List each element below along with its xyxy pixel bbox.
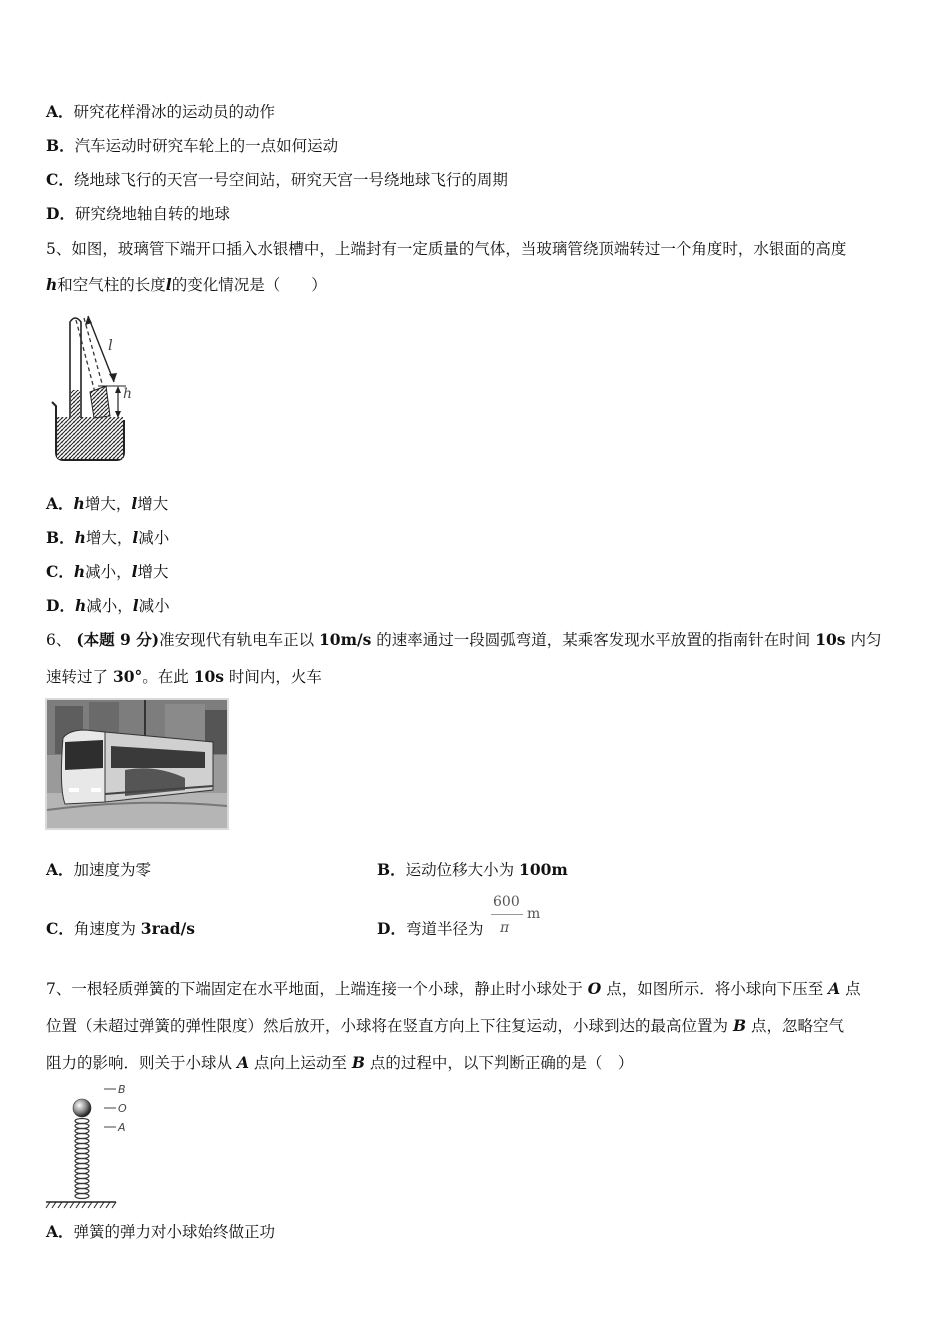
option-value: 100m (519, 860, 568, 879)
option-value: 3rad/s (140, 919, 196, 938)
option-letter: B． (377, 860, 406, 879)
stem-text: 7、一根轻质弹簧的下端固定在水平地面，上端连接一个小球，静止时小球处于 (46, 980, 588, 998)
option-text: 绕地球飞行的天宫一号空间站，研究天宫一号绕地球飞行的周期 (73, 171, 508, 189)
ball (73, 1099, 91, 1117)
var-h: h (74, 596, 87, 615)
stem-text: 点的过程中，以下判断正确的是（ ） (364, 1054, 634, 1072)
q7-stem-line1 (46, 979, 861, 999)
label-b: B (118, 1083, 126, 1096)
option-text: 弯道半径为 (405, 920, 484, 938)
option-text: 减小 (138, 597, 170, 615)
var-l: l (165, 275, 172, 294)
angle-value: 30° (112, 667, 143, 686)
option-text: 增大 (137, 495, 169, 513)
time-value: 10s (193, 667, 224, 686)
option-text: 运动位移大小为 (405, 861, 520, 879)
stem-text: 点，忽略空气 (746, 1017, 844, 1035)
q5-option-b (46, 528, 169, 548)
option-letter: A． (46, 102, 74, 121)
var-h: h (74, 528, 86, 547)
q6-stem-line1 (46, 630, 881, 650)
q5-option-c (46, 562, 169, 582)
q7-stem-line3 (46, 1053, 633, 1073)
var-l: l (131, 562, 138, 581)
var-h: h (46, 275, 58, 294)
var-h: h (73, 562, 86, 581)
option-letter: A． (46, 860, 74, 879)
stem-text: 时间内，火车 (224, 668, 322, 686)
label-l: l (108, 336, 113, 354)
option-text: 增大， (85, 529, 133, 547)
q4-option-a (46, 102, 275, 122)
option-text: 研究花样滑冰的运动员的动作 (73, 103, 276, 121)
option-letter: C． (46, 919, 74, 938)
option-text: 减小 (138, 529, 170, 547)
option-text: 减小， (86, 597, 133, 615)
q7-option-a (46, 1222, 275, 1242)
option-text: 弹簧的弹力对小球始终做正功 (73, 1223, 276, 1241)
spring-figure (44, 1080, 144, 1210)
option-letter: C． (46, 170, 74, 189)
mercury-tube-figure (48, 312, 148, 464)
fraction-denominator: π (500, 920, 510, 936)
option-letter: B． (46, 528, 75, 547)
option-text: 研究绕地轴自转的地球 (74, 205, 230, 223)
stem-text: 点 (840, 980, 861, 998)
question-number: 6、 (46, 631, 72, 649)
stem-text: 点向上运动至 (248, 1054, 352, 1072)
label-a: A (118, 1121, 126, 1134)
stem-text: 。在此 (142, 668, 194, 686)
q6-stem-line2 (46, 667, 322, 687)
option-letter: A． (46, 1222, 74, 1241)
stem-text: 的变化情况是（ ） (171, 276, 327, 294)
label-o: O (118, 1102, 127, 1115)
point-o: O (587, 979, 602, 998)
fraction-bar (491, 914, 523, 915)
option-text: 增大， (84, 495, 132, 513)
option-letter: D． (46, 596, 75, 615)
stem-text: 内匀 (845, 631, 882, 649)
stem-text: 和空气柱的长度 (57, 276, 166, 294)
q6-option-c (46, 919, 195, 939)
tram-photo (45, 698, 229, 830)
option-letter: D． (377, 919, 406, 938)
q5-option-d (46, 596, 170, 616)
stem-text: 速转过了 (46, 668, 113, 686)
q5-stem-line1: 5、如图，玻璃管下端开口插入水银槽中，上端封有一定质量的气体，当玻璃管绕顶端转过一个角度时，水银面的高度 (46, 240, 847, 258)
speed-value: 10m/s (319, 630, 372, 649)
point-a: A (828, 979, 841, 998)
var-l: l (132, 596, 139, 615)
time-value: 10s (815, 630, 846, 649)
var-l: l (131, 494, 138, 513)
option-text: 汽车运动时研究车轮上的一点如何运动 (74, 137, 339, 155)
fraction-unit: m (527, 906, 541, 922)
option-text: 增大 (137, 563, 169, 581)
q7-stem-line2 (46, 1016, 844, 1036)
var-h: h (73, 494, 85, 513)
point-b: B (732, 1016, 747, 1035)
label-h: h (123, 386, 133, 402)
option-letter: D． (46, 204, 75, 223)
q5-stem-line2 (46, 275, 327, 295)
stem-text: 位置（未超过弹簧的弹性限度）然后放开，小球将在竖直方向上下往复运动，小球到达的最高位置为 (46, 1017, 733, 1035)
q4-option-d (46, 204, 230, 224)
option-text: 角速度为 (73, 920, 141, 938)
option-text: 减小， (85, 563, 132, 581)
q4-option-b (46, 136, 338, 156)
q6-option-d (377, 919, 483, 939)
option-letter: A． (46, 494, 74, 513)
fraction-numerator: 600 (493, 894, 520, 910)
score-note: (本题 9 分) (76, 630, 160, 649)
stem-text: 的速率通过一段圆弧弯道，某乘客发现水平放置的指南针在时间 (371, 631, 816, 649)
stem-text: 点，如图所示．将小球向下压至 (601, 980, 829, 998)
option-letter: B． (46, 136, 75, 155)
option-text: 加速度为零 (73, 861, 152, 879)
option-letter: C． (46, 562, 74, 581)
mercury-trough (57, 417, 123, 459)
q6-option-a (46, 860, 151, 880)
q4-option-c (46, 170, 508, 190)
q5-option-a (46, 494, 168, 514)
stem-text: 准安现代有轨电车正以 (159, 631, 319, 649)
spring (75, 1119, 89, 1199)
var-l: l (132, 528, 139, 547)
point-a: A (236, 1053, 249, 1072)
stem-text: 阻力的影响．则关于小球从 (46, 1054, 237, 1072)
point-b: B (351, 1053, 365, 1072)
q6-option-b (377, 860, 568, 880)
